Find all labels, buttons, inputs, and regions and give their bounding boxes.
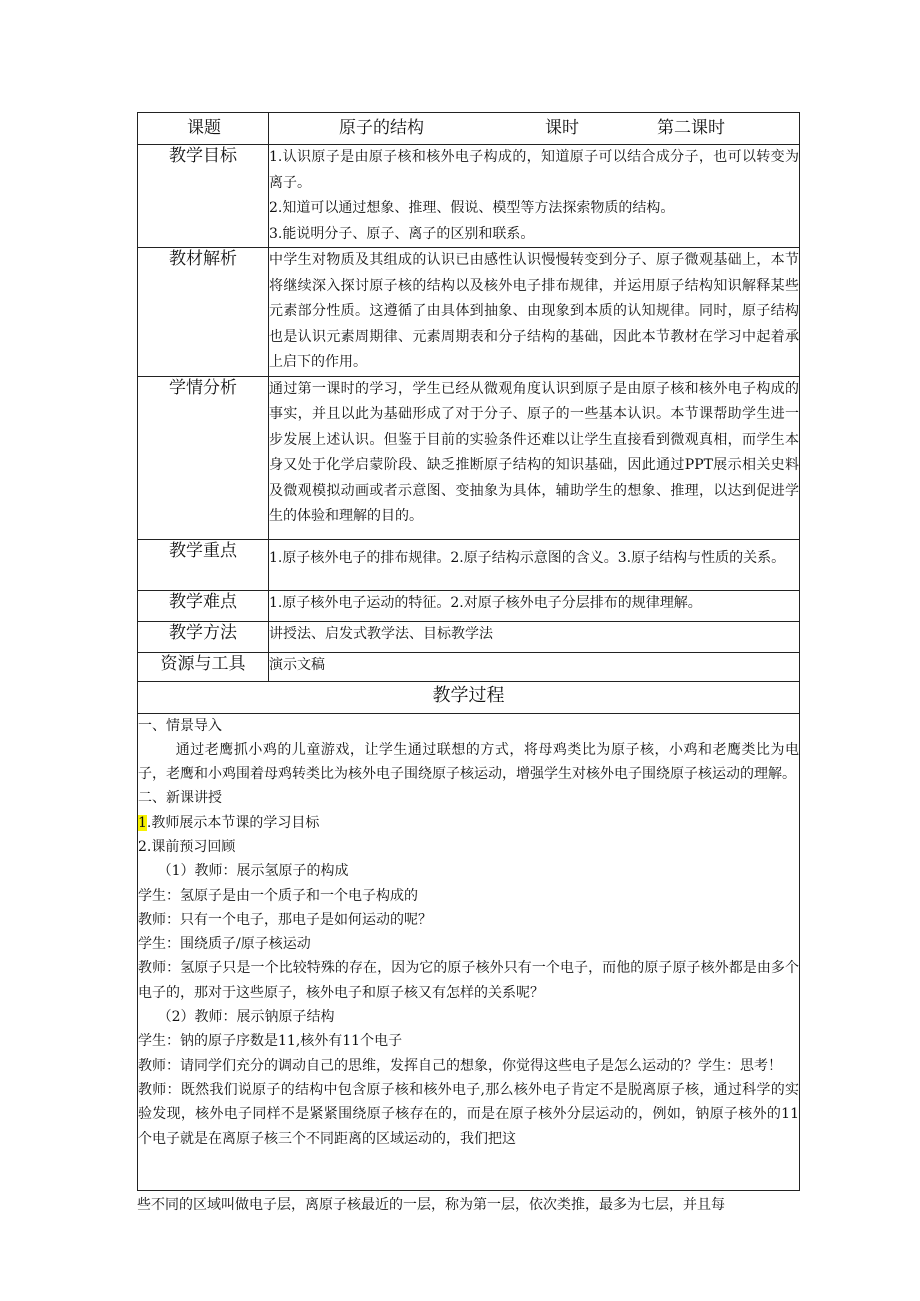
resources-text: 演示文稿 (269, 656, 325, 673)
difficulties-row (138, 590, 800, 621)
goal-line-3: 3.能说明分子、原子、离子的区别和联系。 (269, 225, 535, 242)
item1-text: .教师展示本节课的学习目标 (146, 814, 320, 831)
goals-row (138, 145, 800, 248)
key-points-row (138, 539, 800, 590)
students-text: 通过第一课时的学习，学生已经从微观角度认识到原子是由原子核和核外电子构成的事实，并且以此为基础形成了对于分子、原子的一些基本认识。本节课帮助学生进一步发展上述认识。但鉴于目前的实验条件还难以让学生直接看到微观真相，而学生本身又处于化学启蒙阶段、缺乏推断原子结构的知识基础，因此通过PPT展示相关史料及微观模拟动画或者示意图、变抽象为具体，辅助学生的想象、推理，以达到促进学生的体验和理解的目的。 (269, 380, 799, 524)
key-points-content (269, 539, 800, 590)
material-content (269, 248, 800, 377)
students-content (269, 376, 800, 539)
difficulties-label: 教学难点 (138, 590, 269, 621)
continued-text: 些不同的区域叫做电子层，离原子核最近的一层，称为第一层，依次类推，最多为七层，并且每 (137, 1197, 725, 1213)
dialog-1: 学生：氢原子是由一个质子和一个电子构成的 (138, 887, 418, 904)
item1 (138, 811, 799, 835)
dialog-7: 教师：既然我们说原子的结构中包含原子核和核外电子,那么核外电子肯定不是脱离原子核，通过科学的实验发现，核外电子同样不是紧紧围绕原子核存在的，而是在原子核外分层运动的，例如，钠原子核外的11个电子就是在离原子核三个不同距离的区域运动的，我们把这 (138, 1081, 799, 1147)
difficulties-text: 1.原子核外电子运动的特征。2.对原子核外电子分层排布的规律理解。 (269, 594, 702, 611)
key-points-label: 教学重点 (138, 539, 269, 590)
process-title: 教学过程 (138, 681, 800, 713)
topic-label: 课题 (187, 118, 221, 138)
item2: 2.课前预习回顾 (138, 838, 236, 855)
methods-content (269, 621, 800, 652)
goals-content (269, 145, 800, 248)
methods-text: 讲授法、启发式教学法、目标教学法 (269, 625, 493, 642)
dialog-6: 教师：请同学们充分的调动自己的思维，发挥自己的想象，你觉得这些电子是怎么运动的？学生：思考！ (138, 1057, 782, 1074)
topic-label-cell (138, 113, 269, 145)
dialog-2: 教师：只有一个电子，那电子是如何运动的呢？ (138, 911, 432, 928)
header-row (138, 113, 800, 145)
resources-row (138, 652, 800, 681)
material-text: 中学生对物质及其组成的认识已由感性认识慢慢转变到分子、原子微观基础上，本节将继续深入探讨原子核的结构以及核外电子排布规律，并运用原子结构知识解释某些元素部分性质。这遵循了由具体到抽象、由现象到本质的认知规律。同时，原子结构也是认识元素周期律、元素周期表和分子结构的基础，因此本节教材在学习中起着承上启下的作用。 (269, 252, 799, 370)
goal-line-1: 1.认识原子是由原子核和核外电子构成的，知道原子可以结合成分子，也可以转变为离子。 (269, 149, 799, 191)
sub2: （2）教师：展示钠原子结构 (157, 1009, 335, 1026)
process-body (138, 713, 800, 1190)
students-row (138, 376, 800, 539)
period-label: 课时 (545, 118, 579, 138)
section1-title: 一、情景导入 (138, 717, 222, 734)
goals-label: 教学目标 (138, 145, 269, 248)
topic-value-cell (269, 113, 800, 145)
dialog-4: 教师：氢原子只是一个比较特殊的存在，因为它的原子核外只有一个电子，而他的原子原子核外都是由多个电子的，那对于这些原子，核外电子和原子核又有怎样的关系呢？ (138, 960, 799, 1001)
topic-value: 原子的结构 (339, 118, 424, 138)
process-body-row (138, 713, 800, 1190)
period-value: 第二课时 (657, 118, 725, 138)
difficulties-content (269, 590, 800, 621)
item1-number-highlight: 1 (138, 814, 147, 831)
dialog-3: 学生：围绕质子/原子核运动 (138, 936, 311, 953)
resources-label: 资源与工具 (138, 652, 269, 681)
students-label: 学情分析 (138, 376, 269, 539)
sub1: （1）教师：展示氢原子的构成 (157, 863, 349, 880)
goal-line-2: 2.知道可以通过想象、推理、假说、模型等方法探索物质的结构。 (269, 200, 675, 216)
lesson-plan-table (137, 112, 800, 1191)
material-label: 教材解析 (138, 248, 269, 377)
methods-label: 教学方法 (138, 621, 269, 652)
material-row (138, 248, 800, 377)
dialog-5: 学生：钠的原子序数是11,核外有11个电子 (138, 1033, 403, 1050)
key-points-text: 1.原子核外电子的排布规律。2.原子结构示意图的含义。3.原子结构与性质的关系。 (269, 549, 786, 566)
section2-title: 二、新课讲授 (138, 790, 222, 807)
methods-row (138, 621, 800, 652)
process-title-row (138, 681, 800, 713)
section1-body: 通过老鹰抓小鸡的儿童游戏，让学生通过联想的方式，将母鸡类比为原子核，小鸡和老鹰类比为电子，老鹰和小鸡围着母鸡转类比为核外电子围绕原子核运动，增强学生对核外电子围绕原子核运动的理解。 (138, 741, 799, 783)
resources-content (269, 652, 800, 681)
